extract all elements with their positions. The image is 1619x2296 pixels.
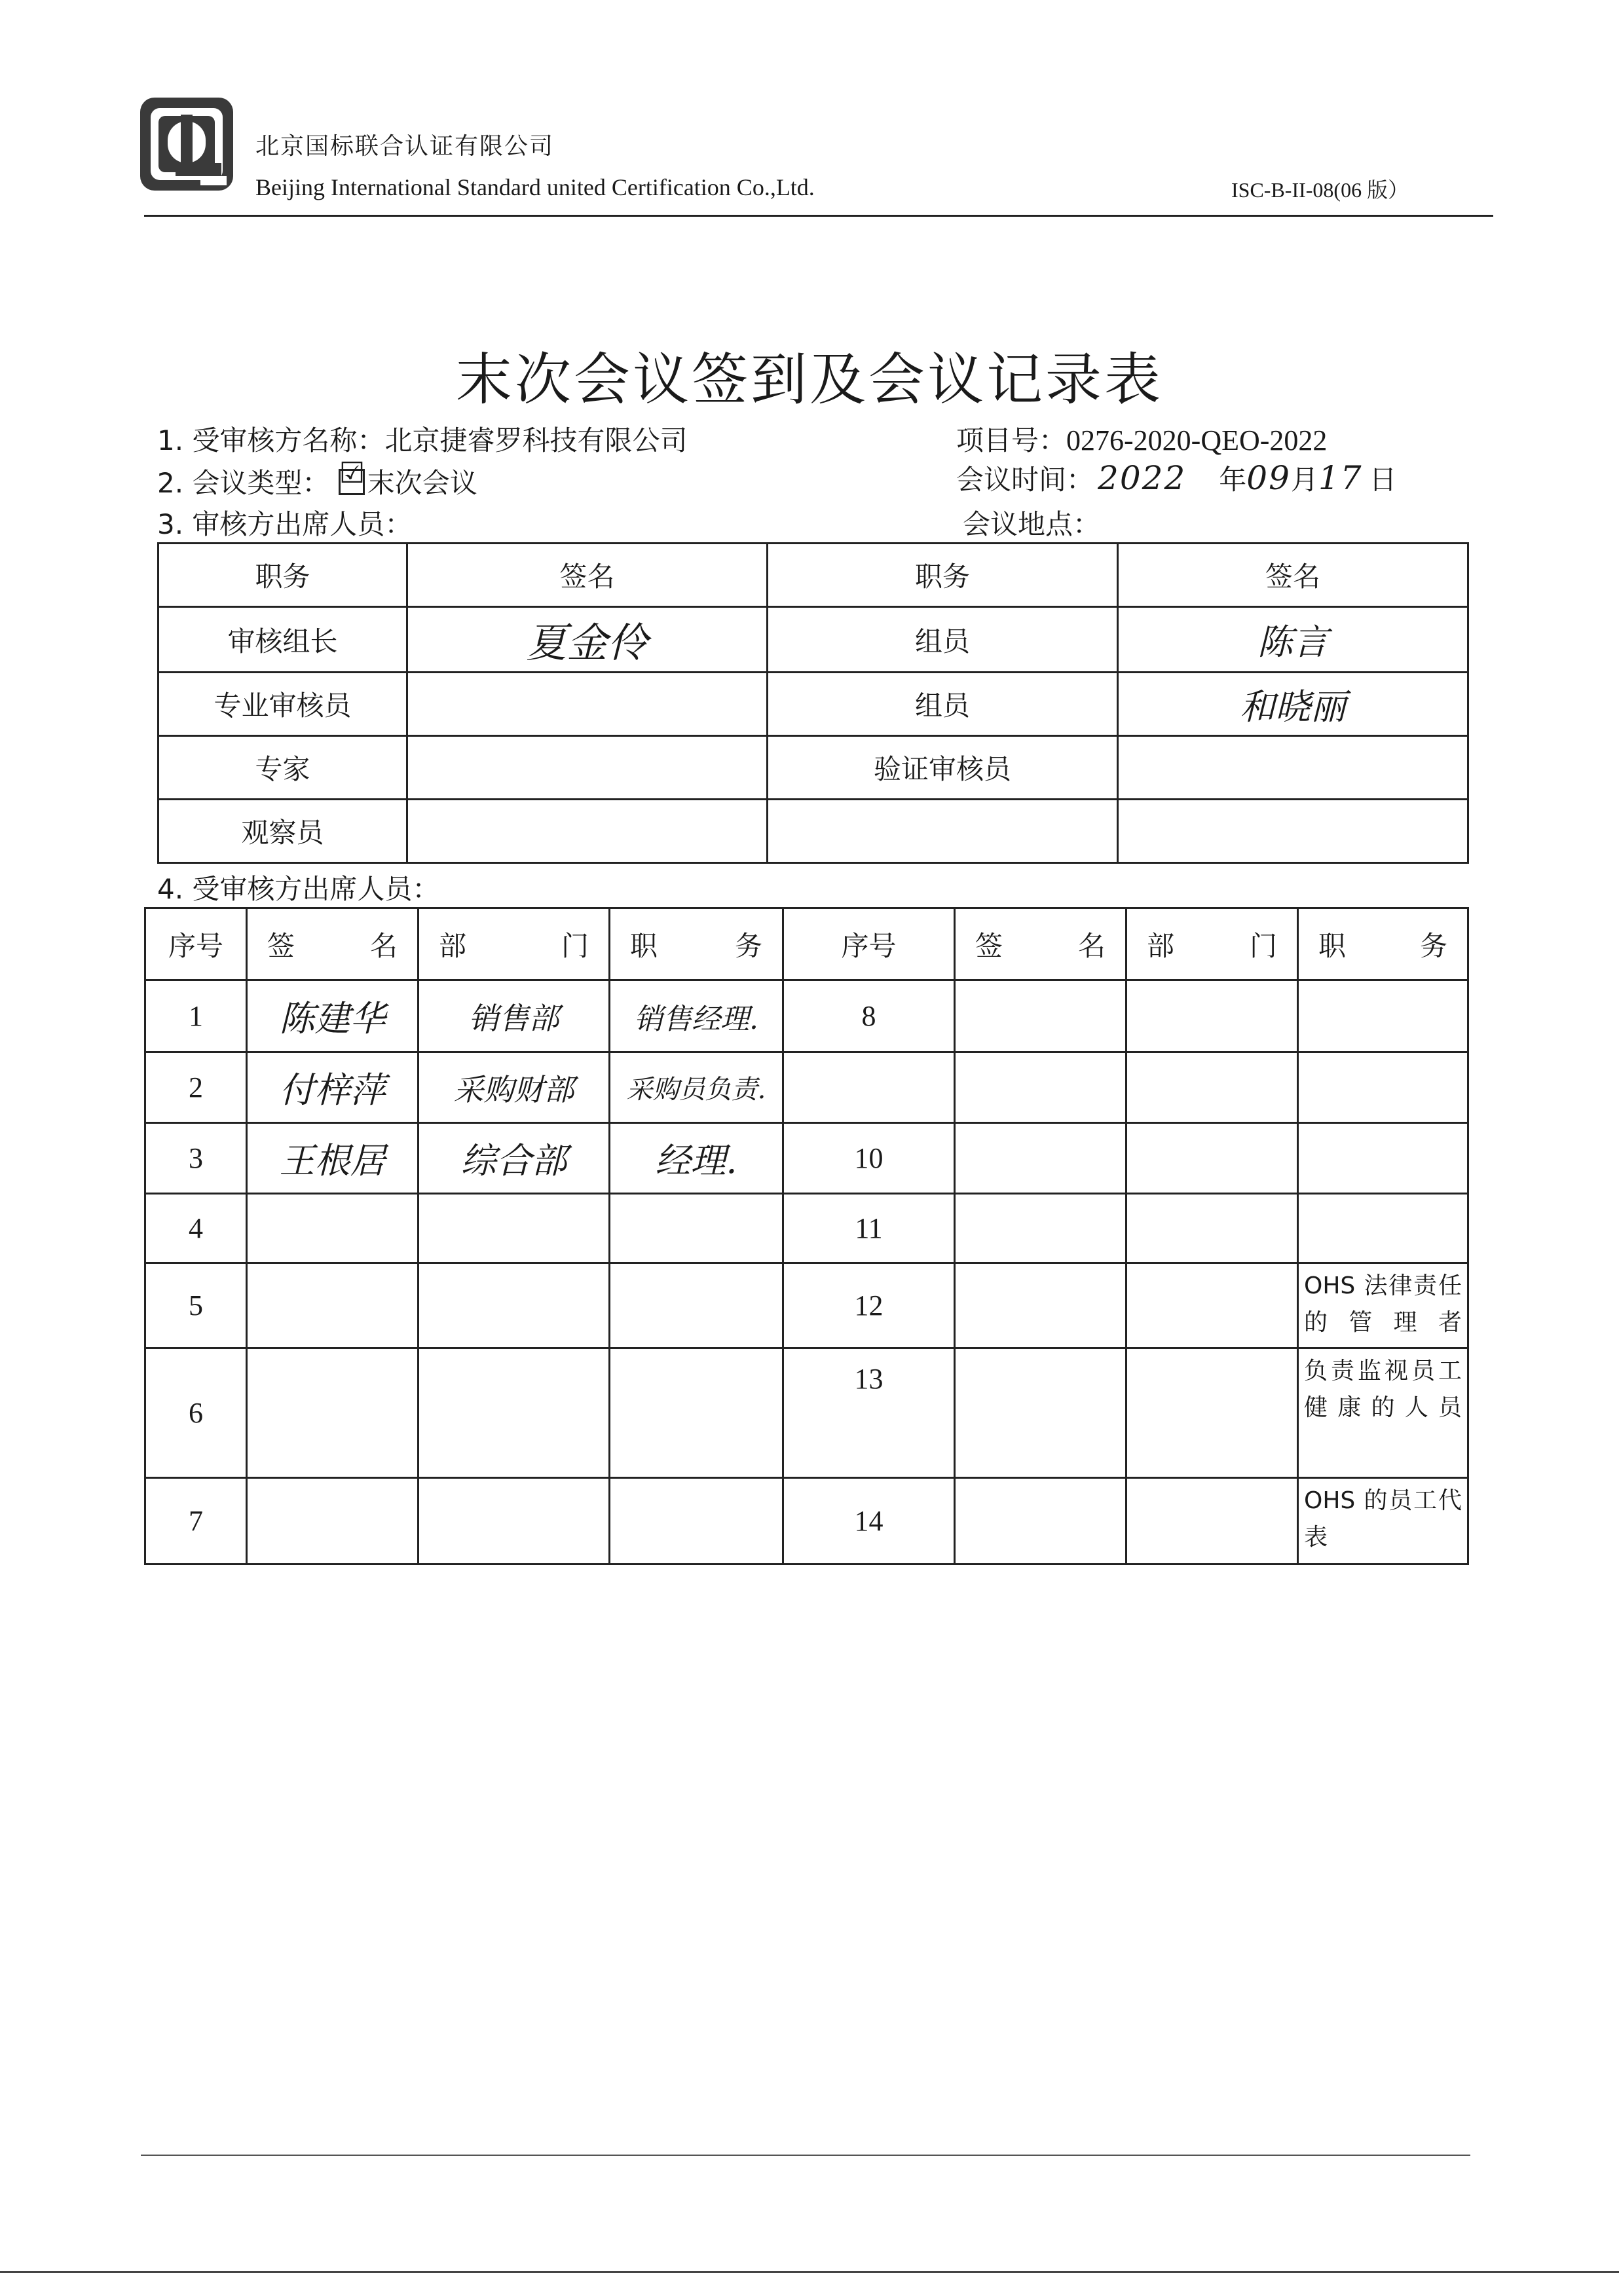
signature-cell bbox=[407, 673, 768, 736]
department-cell bbox=[419, 1194, 610, 1263]
meeting-type-checkbox[interactable] bbox=[339, 456, 365, 495]
signature-cell: 王根居 bbox=[247, 1123, 419, 1194]
meeting-location-label: 会议地点： bbox=[963, 508, 1101, 540]
row-number: 14 bbox=[783, 1478, 955, 1565]
table-row bbox=[145, 1123, 1468, 1194]
meeting-time-line bbox=[956, 458, 1397, 498]
department-cell bbox=[1126, 1478, 1298, 1565]
role-cell: 验证审核员 bbox=[768, 736, 1118, 800]
month-unit: 月 bbox=[1290, 464, 1318, 496]
signature-cell bbox=[247, 1348, 419, 1478]
department-cell bbox=[419, 1348, 610, 1478]
meeting-type-label: 2. 会议类型： bbox=[157, 467, 330, 499]
project-line bbox=[956, 419, 1327, 458]
role-cell: 审核组长 bbox=[158, 607, 407, 673]
signature-cell bbox=[955, 1263, 1126, 1348]
role-cell: 专业审核员 bbox=[158, 673, 407, 736]
auditor-attendees-label: 3. 审核方出席人员： bbox=[157, 508, 413, 540]
company-name-cn: 北京国标联合认证有限公司 bbox=[255, 133, 555, 160]
page-bottom-edge bbox=[0, 2271, 1619, 2273]
role-cell: 组员 bbox=[768, 673, 1118, 736]
signature-cell: 付梓萍 bbox=[247, 1052, 419, 1123]
signature-cell bbox=[955, 980, 1126, 1052]
row-number: 2 bbox=[145, 1052, 247, 1123]
column-header: 签 名 bbox=[955, 908, 1126, 980]
position-note-cell: OHS 的员工代表 bbox=[1298, 1478, 1468, 1565]
table-row bbox=[145, 1348, 1468, 1478]
department-cell bbox=[1126, 1348, 1298, 1478]
signature-cell: 夏金伶 bbox=[407, 607, 768, 673]
meeting-time-label: 会议时间： bbox=[956, 464, 1094, 496]
position-cell: 销售经理. bbox=[610, 980, 783, 1052]
header-divider bbox=[144, 215, 1493, 217]
project-number-value: 0276-2020-QEO-2022 bbox=[1066, 424, 1328, 456]
signature-cell bbox=[1118, 800, 1468, 863]
signature-cell: 和晓丽 bbox=[1118, 673, 1468, 736]
row-number: 10 bbox=[783, 1123, 955, 1194]
position-cell bbox=[610, 1194, 783, 1263]
column-header: 职务 bbox=[158, 544, 407, 607]
meeting-year: 2022 bbox=[1098, 459, 1187, 497]
info-line-1 bbox=[157, 419, 687, 458]
column-header: 序号 bbox=[145, 908, 247, 980]
signature-cell bbox=[407, 736, 768, 800]
year-unit: 年 bbox=[1219, 464, 1247, 496]
isc-logo-icon bbox=[138, 95, 236, 193]
auditee-attendees-label: 4. 受审核方出席人员： bbox=[157, 873, 440, 905]
signature-cell bbox=[1118, 736, 1468, 800]
row-number: 3 bbox=[145, 1123, 247, 1194]
department-cell: 销售部 bbox=[419, 980, 610, 1052]
position-note-cell: 负责监视员工健康的人员 bbox=[1298, 1348, 1468, 1478]
meeting-day: 17 bbox=[1318, 459, 1363, 497]
table-header-row bbox=[158, 544, 1468, 607]
signature-cell: 陈建华 bbox=[247, 980, 419, 1052]
department-cell bbox=[1126, 1123, 1298, 1194]
row-number: 4 bbox=[145, 1194, 247, 1263]
page-title: 末次会议签到及会议记录表 bbox=[456, 347, 1163, 413]
position-cell: 经理. bbox=[610, 1123, 783, 1194]
auditee-name-value: 北京捷睿罗科技有限公司 bbox=[384, 424, 688, 456]
position-cell bbox=[610, 1348, 783, 1478]
column-header: 签 名 bbox=[247, 908, 419, 980]
position-cell bbox=[610, 1478, 783, 1565]
signature-cell bbox=[955, 1052, 1126, 1123]
row-number: 7 bbox=[145, 1478, 247, 1565]
company-name-en: Beijing International Standard united Certification Co.,Ltd. bbox=[255, 174, 815, 200]
info-line-2 bbox=[157, 456, 477, 501]
department-cell bbox=[419, 1478, 610, 1565]
column-header: 职 务 bbox=[1298, 908, 1468, 980]
row-number: 12 bbox=[783, 1263, 955, 1348]
column-header: 签名 bbox=[407, 544, 768, 607]
position-cell bbox=[1298, 1052, 1468, 1123]
row-number bbox=[783, 1052, 955, 1123]
department-cell bbox=[1126, 1052, 1298, 1123]
signature-cell bbox=[955, 1194, 1126, 1263]
table-row bbox=[145, 1478, 1468, 1565]
table-row bbox=[145, 1052, 1468, 1123]
department-cell bbox=[1126, 1263, 1298, 1348]
column-header: 部 门 bbox=[1126, 908, 1298, 980]
table-row bbox=[145, 1194, 1468, 1263]
column-header: 序号 bbox=[783, 908, 955, 980]
position-note-cell: OHS 法律责任的管理者 bbox=[1298, 1263, 1468, 1348]
department-cell: 综合部 bbox=[419, 1123, 610, 1194]
project-number-label: 项目号： bbox=[956, 424, 1067, 456]
row-number: 11 bbox=[783, 1194, 955, 1263]
signature-cell: 陈言 bbox=[1118, 607, 1468, 673]
table-row bbox=[158, 673, 1468, 736]
position-cell bbox=[1298, 1194, 1468, 1263]
table-header-row bbox=[145, 908, 1468, 980]
meeting-type-value: 末次会议 bbox=[367, 467, 477, 499]
row-number: 8 bbox=[783, 980, 955, 1052]
signature-cell bbox=[247, 1263, 419, 1348]
column-header: 签名 bbox=[1118, 544, 1468, 607]
column-header: 职务 bbox=[768, 544, 1118, 607]
column-header: 部 门 bbox=[419, 908, 610, 980]
position-cell bbox=[1298, 980, 1468, 1052]
role-cell: 观察员 bbox=[158, 800, 407, 863]
signature-cell bbox=[247, 1194, 419, 1263]
role-cell: 专家 bbox=[158, 736, 407, 800]
meeting-month: 09 bbox=[1246, 459, 1291, 497]
role-cell bbox=[768, 800, 1118, 863]
department-cell: 采购财部 bbox=[419, 1052, 610, 1123]
position-cell: 采购员负责. bbox=[610, 1052, 783, 1123]
table-row bbox=[145, 980, 1468, 1052]
signature-cell bbox=[955, 1348, 1126, 1478]
table-row bbox=[158, 607, 1468, 673]
auditee-attendance-table bbox=[144, 907, 1469, 1565]
department-cell bbox=[419, 1263, 610, 1348]
signature-cell bbox=[247, 1478, 419, 1565]
department-cell bbox=[1126, 1194, 1298, 1263]
table-row bbox=[145, 1263, 1468, 1348]
signature-cell bbox=[407, 800, 768, 863]
form-code: ISC-B-II-08(06 版） bbox=[1231, 178, 1409, 202]
table-row bbox=[158, 736, 1468, 800]
auditee-name-label: 1. 受审核方名称： bbox=[157, 424, 385, 456]
position-cell bbox=[610, 1263, 783, 1348]
department-cell bbox=[1126, 980, 1298, 1052]
row-number: 13 bbox=[783, 1348, 955, 1478]
column-header: 职 务 bbox=[610, 908, 783, 980]
row-number: 6 bbox=[145, 1348, 247, 1478]
day-unit: 日 bbox=[1369, 464, 1397, 496]
role-cell: 组员 bbox=[768, 607, 1118, 673]
row-number: 5 bbox=[145, 1263, 247, 1348]
checkmark-icon: ☑ bbox=[339, 456, 365, 490]
row-number: 1 bbox=[145, 980, 247, 1052]
table-row bbox=[158, 800, 1468, 863]
footer-divider bbox=[141, 2155, 1470, 2156]
signature-cell bbox=[955, 1478, 1126, 1565]
position-cell bbox=[1298, 1123, 1468, 1194]
signature-cell bbox=[955, 1123, 1126, 1194]
auditor-attendance-table bbox=[157, 542, 1469, 864]
